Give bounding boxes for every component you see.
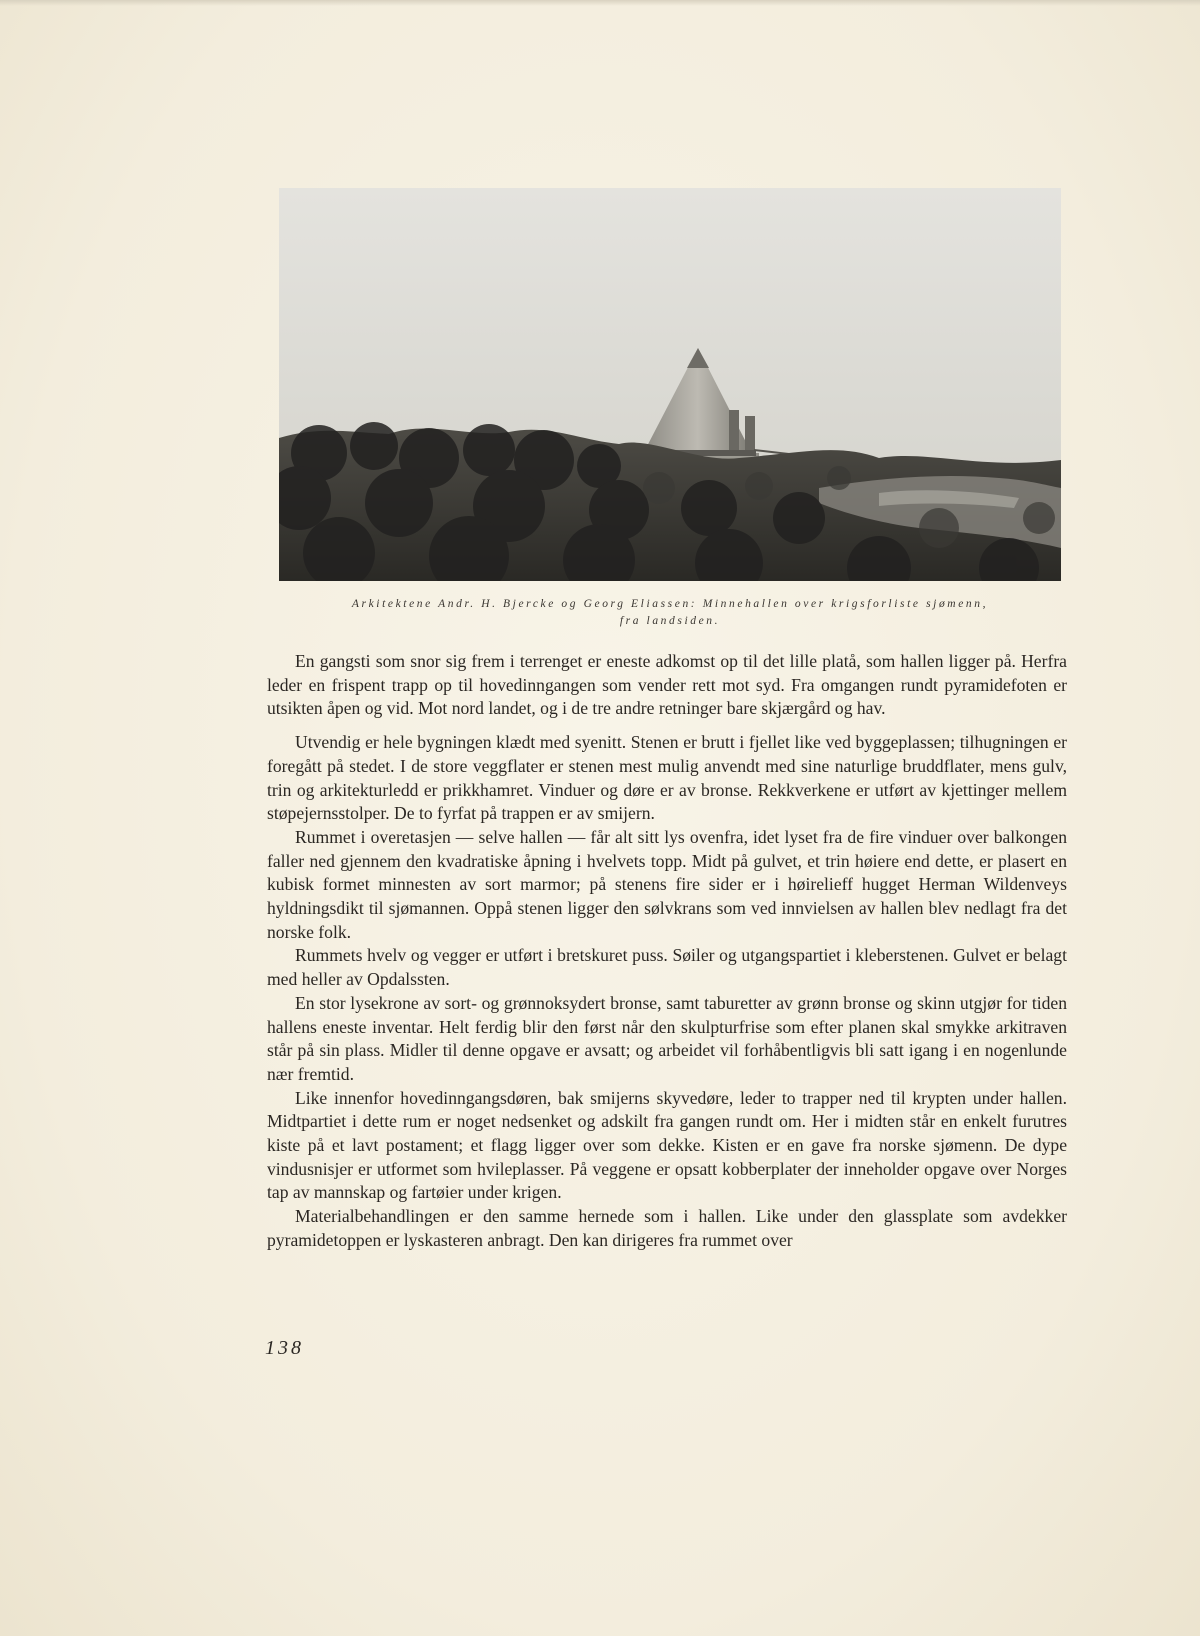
caption-line-2: fra landsiden. (619, 615, 721, 627)
paragraph: Rummets hvelv og vegger er utført i bretskuret puss. Søiler og utgangspartiet i kleberstenen. Gulvet er belagt med heller av Opdalssten. (267, 945, 1067, 990)
paragraph: Materialbehandlingen er den samme hernede som i hallen. Like under den glassplate som avdekker pyramidetoppen er lyskasteren anbragt. Den kan dirigeres fra rummet over (267, 1206, 1067, 1250)
caption-line-1: Arkitektene Andr. H. Bjercke og Georg Eliassen: Minnehallen over krigsforliste sjømenn, (351, 598, 989, 610)
page-number: 138 (265, 1337, 304, 1359)
memorial-hall-photograph (279, 188, 1061, 581)
photo-caption (280, 596, 1060, 630)
page-edge-shadow (0, 0, 1200, 6)
photo-illustration (279, 188, 1061, 581)
paragraph: En gangsti som snor sig frem i terrenget er eneste adkomst op til det lille platå, som hallen ligger på. Herfra leder en frispent trapp op til hovedinngangen som vender rett mot syd. Fra omgangen rundt pyramidefoten er utsikten åpen og vid. Mot nord landet, og i de tre andre retninger bare skjærgård og hav. (267, 651, 1067, 719)
article-body (267, 650, 1067, 1253)
paragraph: Utvendig er hele bygningen klædt med syenitt. Stenen er brutt i fjellet like ved byggeplassen; tilhugningen er foregått på stedet. I de store veggflater er stenen mest mulig anvendt med sine naturlige bruddflater, mens gulv, trin og arkitekturledd er prikkhamret. Vinduer og døre er av bronse. Rekkverkene er utført av kjettinger mellem støpejernsstolper. De to fyrfat på trappen er av smijern. (267, 732, 1067, 824)
paragraph: Rummet i overetasjen — selve hallen — får alt sitt lys ovenfra, idet lyset fra de fire vinduer over balkongen faller ned gjennem den kvadratiske åpning i hvelvets topp. Midt på gulvet, et trin høiere end dette, er plasert en kubisk formet minnesten av sort marmor; på stenens fire sider er i høirelieff hugget Herman Wildenveys hyldningsdikt til sjømannen. Oppå stenen ligger den sølvkrans som ved innvielsen av hallen blev nedlagt fra det norske folk. (267, 826, 1067, 942)
paragraph: En stor lysekrone av sort- og grønnoksydert bronse, samt taburetter av grønn bronse og skinn utgjør for tiden hallens eneste inventar. Helt ferdig blir den først når den skulpturfrise som efter planen skal smykke arkitraven står på sin plass. Midler til denne opgave er avsatt; og arbeidet vil forhåbentligvis bli satt igang i en nogenlunde nær fremtid. (267, 992, 1067, 1084)
paragraph: Like innenfor hovedinngangsdøren, bak smijerns skyvedøre, leder to trapper ned til krypten under hallen. Midtpartiet i dette rum er noget nedsenket og adskilt fra gangen rundt om. Her i midten står en enkelt furutres kiste på et lavt postament; et flagg ligger over som dekke. Kisten er en gave fra norske sjømenn. De dype vindusnisjer er utformet som hvileplasser. På veggene er opsatt kobberplater der inneholder opgave over Norges tap av mannskap og fartøier under krigen. (267, 1087, 1067, 1203)
